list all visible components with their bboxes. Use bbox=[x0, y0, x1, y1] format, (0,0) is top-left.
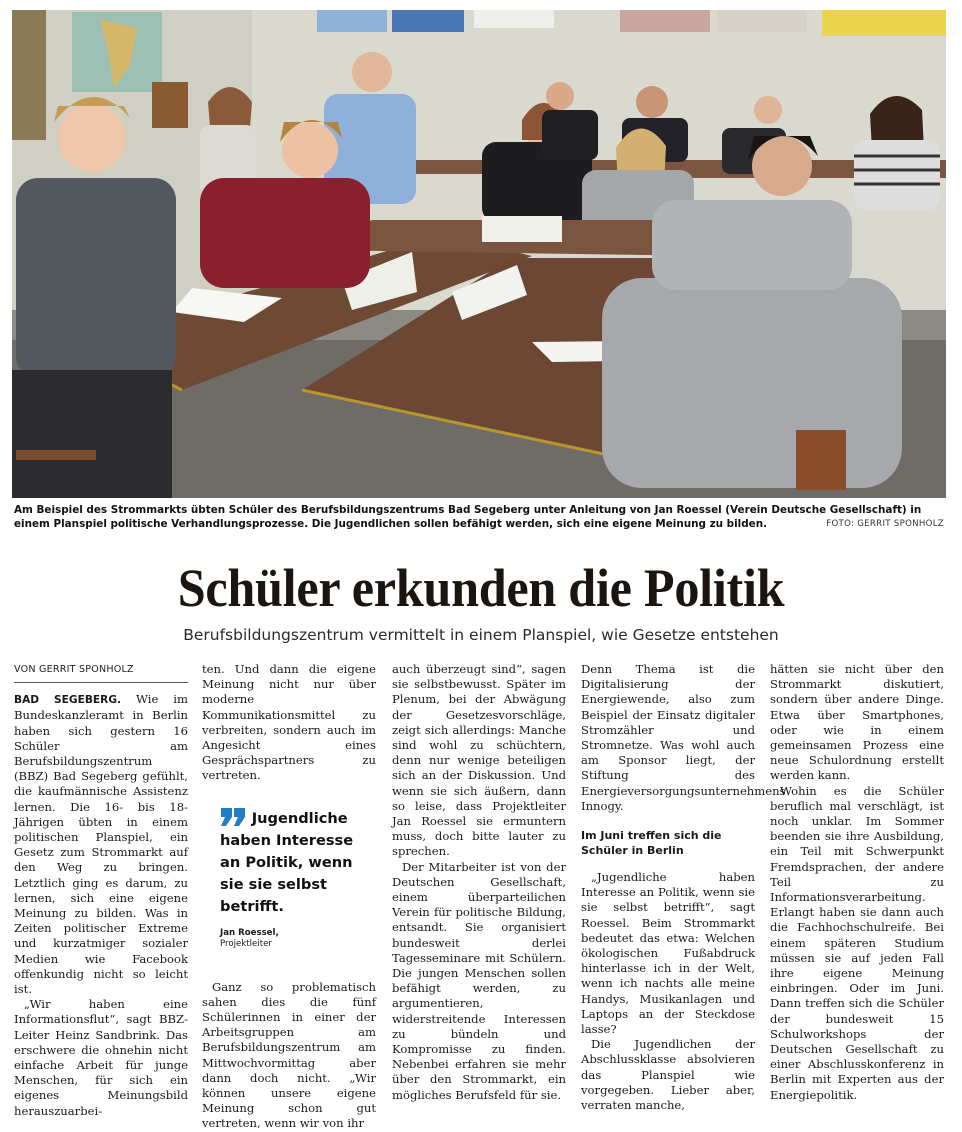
column-4 bbox=[581, 662, 786, 1113]
column-3 bbox=[392, 662, 566, 1103]
pull-quote bbox=[220, 808, 370, 950]
pull-quote-speaker: Jan Roessel, bbox=[220, 927, 279, 938]
classroom-photo-illustration bbox=[12, 10, 946, 498]
column-5 bbox=[770, 662, 944, 1103]
photo-caption bbox=[14, 503, 946, 531]
article-photo bbox=[12, 10, 946, 498]
column-1 bbox=[14, 662, 188, 1119]
quote-mark-icon bbox=[220, 808, 248, 826]
photo-caption-text: Am Beispiel des Strommarkts übten Schüler des Berufsbildungszentrums Bad Segeberg unter Anleitung von Jan Roessel (Verein Deutsche Gesellschaft) in einem Planspiel politische Verhandlungsprozesse. Die Jugendlichen sollen befähigt werden, sich eine eigene Meinung zu bilden. bbox=[14, 504, 922, 530]
paragraph-text: Wie im Bundeskanzleramt in Berlin haben sich gestern 16 Schüler am Berufsbildungszentrum (BBZ) Bad Segeberg gefühlt, die kaufmännische Assistenz lernen. Die 16- bis 18-Jährigen übten in einem politischen Planspiel, ein Gesetz zum Strommarkt auf den Weg zu bringen. Letztlich ging es darum, zu lernen, sich eine eigene Meinung zu bilden. Was in Zeiten politischer Extreme und kurzatmiger sozialer Medien wie Facebook offenkundig nicht so leicht ist. bbox=[14, 692, 188, 997]
paragraph: Ganz so problematisch sahen dies die fünf Schülerinnen in einer der Arbeitsgruppen am Berufsbildungszentrum am Mittwochvormittag aber dann doch nicht. „Wir können unsere eigene Meinung schon gut vertreten, wenn wir von ihr bbox=[202, 979, 376, 1131]
headline: Schüler erkunden die Politik bbox=[177, 558, 785, 618]
paragraph: Der Mitarbeiter ist von der Deutschen Gesellschaft, einem überparteilichen Verein für politische Bildung, entsandt. Sie organisiert bundesweit derlei Tagesseminare mit Schülern. Die jungen Menschen sollen befähigt werden, zu argumentieren, widerstreitende Interessen zu bündeln und Kompromisse zu finden. Nebenbei erfahren sie mehr über den Strommarkt, ein mögliches Berufsfeld für sie. bbox=[392, 859, 566, 1102]
paragraph bbox=[14, 692, 188, 997]
pull-quote-text: Jugendliche haben Interesse an Politik, wenn sie sie selbst betrifft. bbox=[220, 809, 354, 915]
subheadline: Berufsbildungszentrum vermittelt in einem Planspiel, wie Gesetze entstehen bbox=[183, 626, 779, 644]
byline: VON GERRIT SPONHOLZ bbox=[14, 662, 188, 683]
paragraph: auch überzeugt sind“, sagen sie selbstbewusst. Später im Plenum, bei der Abwägung der Gesetzesvorschläge, zeigt sich allerdings: Manche sind wohl zu schüchtern, denn nur wenige beteiligen sich an der Diskussion. Und wenn sie sich äußern, dann so leise, dass Projektleiter Jan Roessel sie ermuntern muss, doch bitte lauter zu sprechen. bbox=[392, 662, 566, 859]
paragraph: ten. Und dann die eigene Meinung nicht nur über moderne Kommunikationsmittel zu verbreiten, sondern auch im Angesicht eines Gesprächspartners zu vertreten. bbox=[202, 662, 376, 783]
paragraph: „Jugendliche haben Interesse an Politik, wenn sie sie selbst betrifft“, sagt Roessel. Beim Strommarkt bedeutet das etwa: Welchen ökologischen Fußabdruck hinterlasse ich in der Welt, wenn ich nachts alle meine Handys, Musikanlagen und Laptops an der Steckdose lasse? bbox=[581, 870, 755, 1037]
photo-credit: FOTO: GERRIT SPONHOLZ bbox=[820, 517, 944, 531]
paragraph: „Wir haben eine Informationsflut“, sagt BBZ-Leiter Heinz Sandbrink. Das erschwere die ohnehin nicht einfache Arbeit für junge Menschen, für sich ein eigenes Meinungsbild herauszuarbei- bbox=[14, 997, 188, 1118]
paragraph: hätten sie nicht über den Strommarkt diskutiert, sondern über andere Dinge. Etwa über Smartphones, oder wie in einem gemeinsamen Prozess eine neue Schulordnung erstellt werden kann. bbox=[770, 662, 944, 783]
paragraph: Die Jugendlichen der Abschlussklasse absolvieren das Planspiel wie vorgegeben. Lieber aber, verraten manche, bbox=[581, 1037, 755, 1113]
section-subhead: Im Juni treffen sich die Schüler in Berlin bbox=[581, 829, 722, 858]
pull-quote-role: Projektleiter bbox=[220, 938, 272, 949]
dateline: BAD SEGEBERG. bbox=[14, 694, 122, 707]
paragraph: Wohin es die Schüler beruflich mal verschlägt, ist noch unklar. Im Sommer beenden sie ihre Ausbildung, ein Teil mit Schwerpunkt Fremdsprachen, der andere Teil zu Informationsverarbeitung. Erlangt haben sie dann auch die Fachhochschulreife. Bei einem späteren Studium müssen sie auf jeden Fall ihre eigene Meinung einbringen. Oder im Juni. Dann treffen sich die Schüler der bundesweit 15 Schulworkshops der Deutschen Gesellschaft zu einer Abschlusskonferenz in Berlin mit Experten aus der Energiepolitik. bbox=[770, 783, 944, 1102]
column-2 bbox=[202, 662, 376, 1132]
paragraph: Denn Thema ist die Digitalisierung der Energiewende, also zum Beispiel der Einsatz digitaler Stromzähler und Stromnetze. Was wohl auch am Sponsor liegt, der Stiftung des Energieversorgungsunternehmens Innogy. bbox=[581, 662, 786, 813]
